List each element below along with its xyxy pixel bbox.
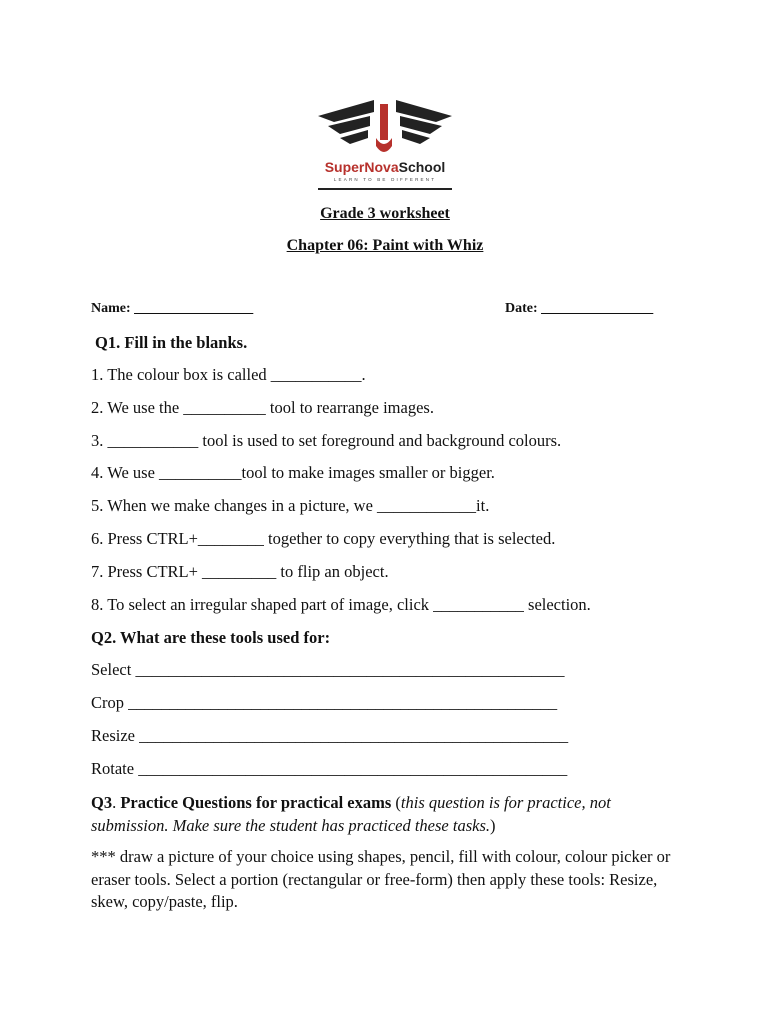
q2-item: Resize ____________________________________________________ (91, 726, 569, 745)
date-blank: ________________ (541, 301, 654, 316)
q2-item: Select ____________________________________________________ (91, 660, 565, 679)
q3-note: this question is for practice, not submission. Make sure the student has practiced these tasks. (91, 793, 611, 835)
q3-heading (91, 791, 691, 837)
school-logo (310, 92, 460, 194)
date-field (505, 301, 653, 317)
q2-heading: Q2. What are these tools used for: (91, 628, 331, 647)
q1-item: 8. To select an irregular shaped part of image, click ___________ selection. (91, 595, 591, 614)
brand-part2: School (398, 159, 446, 175)
q3-note-close: ) (490, 816, 496, 835)
chapter-title: Chapter 06: Paint with Whiz (286, 237, 484, 254)
q2-item: Crop ____________________________________________________ (91, 693, 558, 712)
q1-heading: Q1. Fill in the blanks. (95, 333, 248, 352)
graduation-cap-logo-icon (310, 92, 460, 194)
q1-item: 4. We use __________tool to make images smaller or bigger. (91, 463, 495, 482)
q3-dot: . (112, 793, 117, 812)
q1-item: 1. The colour box is called ___________. (91, 365, 366, 384)
name-blank: _________________ (134, 301, 254, 316)
svg-text:SuperNovaSchool (325, 159, 446, 175)
brand-part1: SuperNova (324, 159, 399, 175)
q3-label: Q3 (91, 793, 113, 812)
q2-item: Rotate ____________________________________________________ (91, 759, 568, 778)
name-field (91, 301, 253, 317)
q1-item: 5. When we make changes in a picture, we ____________it. (91, 496, 490, 515)
q1-item: 7. Press CTRL+ _________ to flip an object. (91, 562, 389, 581)
name-label: Name: (91, 301, 131, 316)
q1-item: 2. We use the __________ tool to rearrange images. (91, 398, 434, 417)
q1-item: 6. Press CTRL+________ together to copy everything that is selected. (91, 529, 556, 548)
date-label: Date: (505, 301, 538, 316)
q3-title: Practice Questions for practical exams (120, 793, 392, 812)
q3-body: *** draw a picture of your choice using shapes, pencil, fill with colour, colour picker or eraser tools. Select a portion (rectangular or free-form) then apply these tools: Resize, skew, copy/paste, flip. (91, 847, 671, 911)
q3-note-open: ( (391, 793, 401, 812)
logo-tagline: LEARN TO BE DIFFERENT (333, 177, 437, 182)
q1-item: 3. ___________ tool is used to set foreground and background colours. (91, 431, 562, 450)
worksheet-title: Grade 3 worksheet (320, 205, 450, 222)
